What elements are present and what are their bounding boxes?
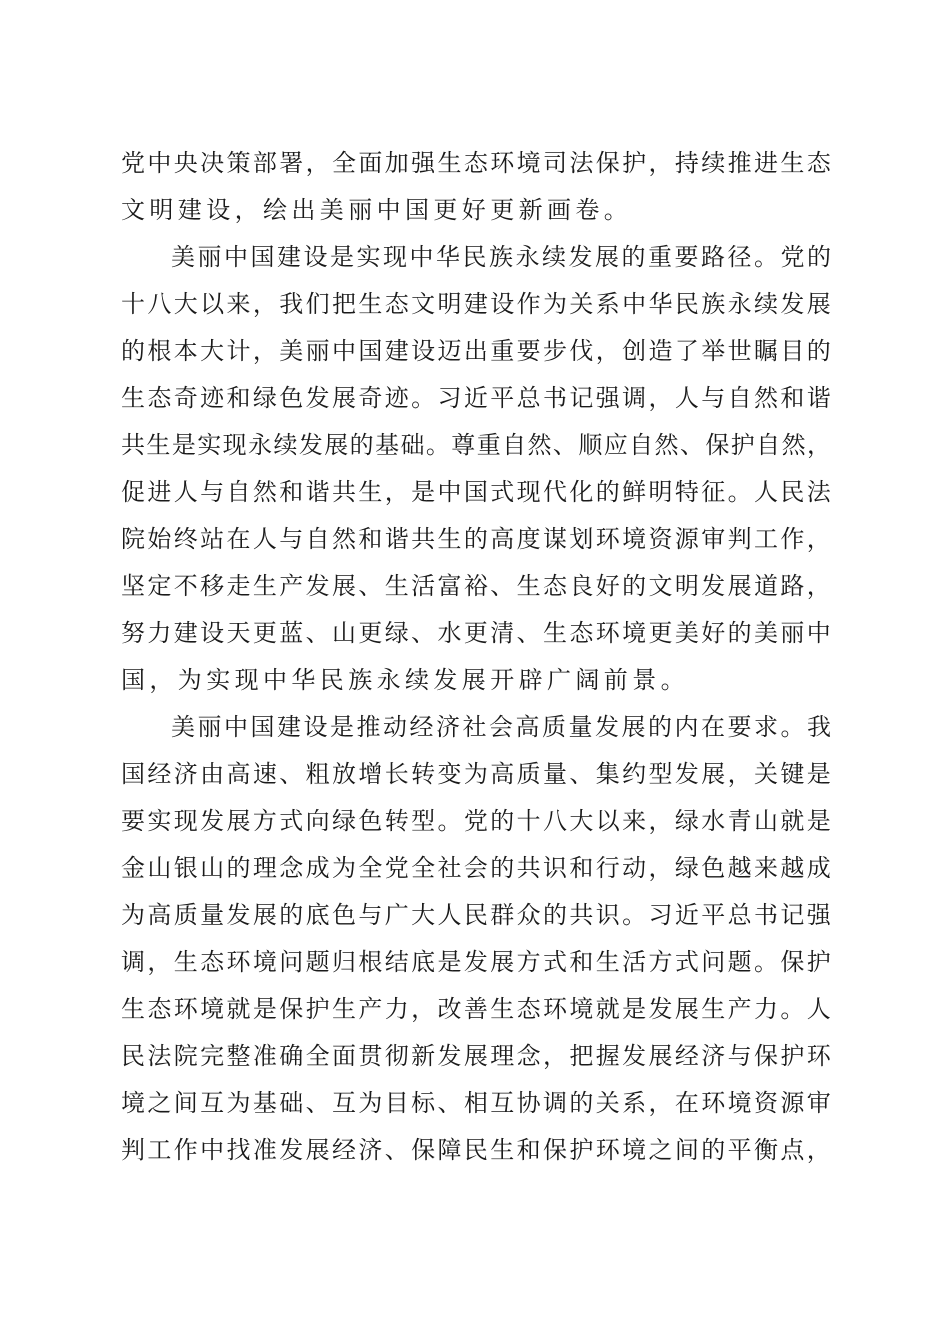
text-line: 院 始 终 站 在 人 与 自 然 和 谐 共 生 的 高 度 谋 划 环 境 资 源 审 判 工 作 ， bbox=[121, 525, 831, 553]
text-line: 国，为实现中华民族永续发展开辟广阔前景。 bbox=[121, 666, 689, 694]
text-line: 金 山 银 山 的 理 念 成 为 全 党 全 社 会 的 共 识 和 行 动 ， 绿 色 越 来 越 成 bbox=[121, 854, 831, 882]
text-line: 十 八 大 以 来 ， 我 们 把 生 态 文 明 建 设 作 为 关 系 中 华 民 族 永 续 发 展 bbox=[121, 290, 831, 318]
text-line: 努 力 建 设 天 更 蓝 、 山 更 绿 、 水 更 清 、 生 态 环 境 更 美 好 的 美 丽 中 bbox=[121, 619, 831, 647]
document-body-text bbox=[121, 140, 831, 1174]
text-line: 生 态 奇 迹 和 绿 色 发 展 奇 迹 。 习 近 平 总 书 记 强 调 ， 人 与 自 然 和 谐 bbox=[121, 384, 831, 412]
text-line: 要 实 现 发 展 方 式 向 绿 色 转 型 。 党 的 十 八 大 以 来 ， 绿 水 青 山 就 是 bbox=[121, 807, 831, 835]
text-line: 境 之 间 互 为 基 础 、 互 为 目 标 、 相 互 协 调 的 关 系 ， 在 环 境 资 源 审 bbox=[121, 1089, 831, 1117]
text-line: 坚 定 不 移 走 生 产 发 展 、 生 活 富 裕 、 生 态 良 好 的 文 明 发 展 道 路 ， bbox=[121, 572, 831, 600]
text-line: 生 态 环 境 就 是 保 护 生 产 力 ， 改 善 生 态 环 境 就 是 发 展 生 产 力 。 人 bbox=[121, 995, 831, 1023]
text-line: 为 高 质 量 发 展 的 底 色 与 广 大 人 民 群 众 的 共 识 。 习 近 平 总 书 记 强 bbox=[121, 901, 831, 929]
text-line: 美 丽 中 国 建 设 是 实 现 中 华 民 族 永 续 发 展 的 重 要 路 径 。 党 的 bbox=[171, 243, 831, 271]
text-line: 美 丽 中 国 建 设 是 推 动 经 济 社 会 高 质 量 发 展 的 内 在 要 求 。 我 bbox=[171, 713, 831, 741]
text-line: 共 生 是 实 现 永 续 发 展 的 基 础 。 尊 重 自 然 、 顺 应 自 然 、 保 护 自 然 ， bbox=[121, 431, 831, 459]
text-line: 的 根 本 大 计 ， 美 丽 中 国 建 设 迈 出 重 要 步 伐 ， 创 造 了 举 世 瞩 目 的 bbox=[121, 337, 831, 365]
text-line: 判 工 作 中 找 准 发 展 经 济 、 保 障 民 生 和 保 护 环 境 之 间 的 平 衡 点 ， bbox=[121, 1136, 831, 1164]
text-line: 调 ， 生 态 环 境 问 题 归 根 结 底 是 发 展 方 式 和 生 活 方 式 问 题 。 保 护 bbox=[121, 948, 831, 976]
text-line: 党 中 央 决 策 部 署 ， 全 面 加 强 生 态 环 境 司 法 保 护 ， 持 续 推 进 生 态 bbox=[121, 149, 831, 177]
text-line: 文明建设，绘出美丽中国更好更新画卷。 bbox=[121, 196, 633, 224]
text-line: 促 进 人 与 自 然 和 谐 共 生 ， 是 中 国 式 现 代 化 的 鲜 明 特 征 。 人 民 法 bbox=[121, 478, 831, 506]
text-line: 民 法 院 完 整 准 确 全 面 贯 彻 新 发 展 理 念 ， 把 握 发 展 经 济 与 保 护 环 bbox=[121, 1042, 831, 1070]
text-line: 国 经 济 由 高 速 、 粗 放 增 长 转 变 为 高 质 量 、 集 约 型 发 展 ， 关 键 是 bbox=[121, 760, 831, 788]
